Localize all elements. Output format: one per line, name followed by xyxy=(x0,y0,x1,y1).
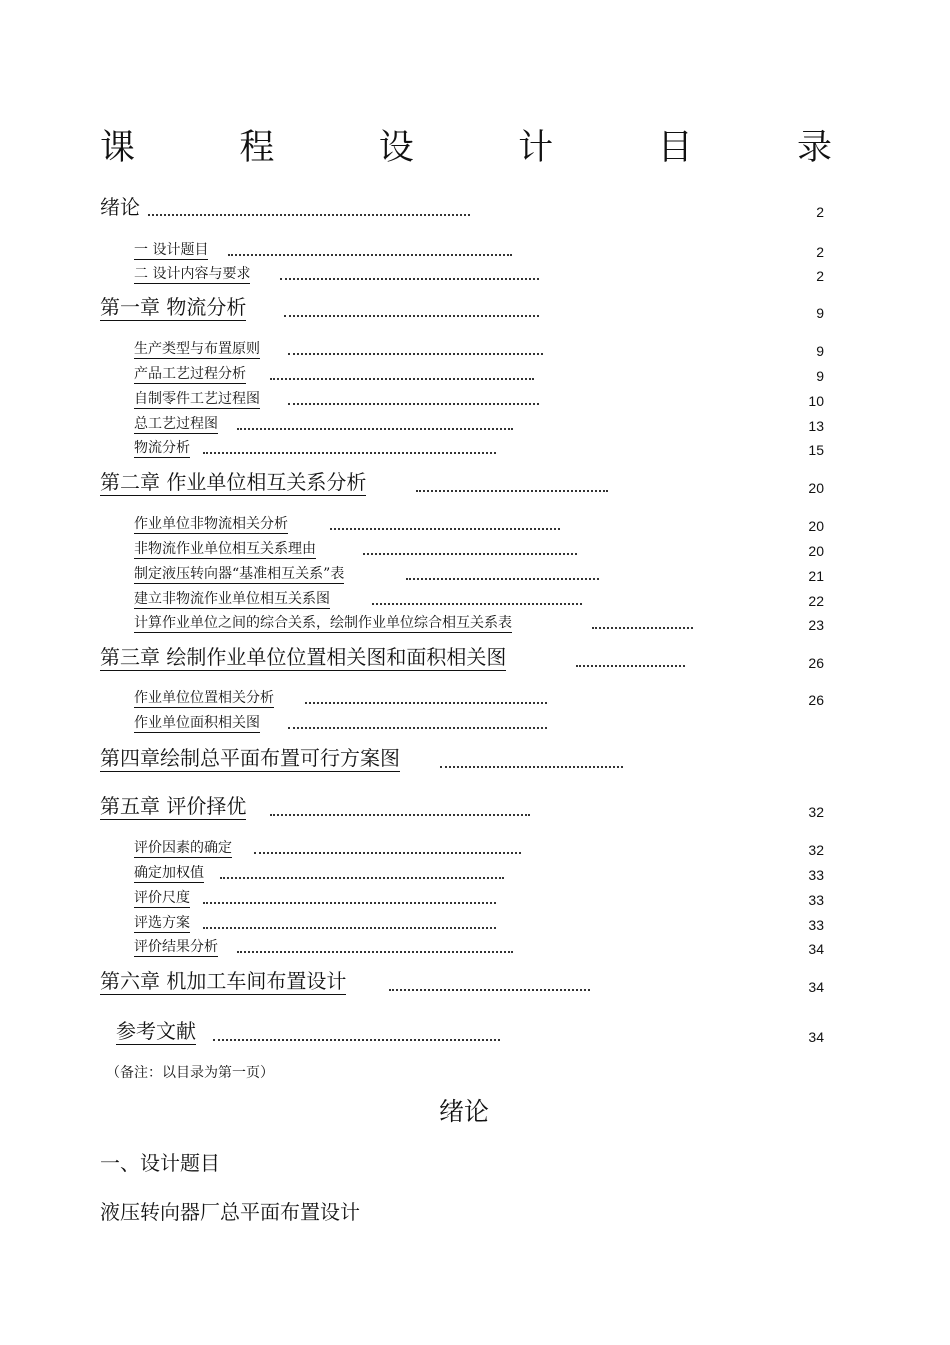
toc-dot-leader xyxy=(237,951,513,953)
toc-entry-label: 物流分析 xyxy=(134,440,190,458)
toc-entry-label: 作业单位面积相关图 xyxy=(134,715,260,733)
toc-page-number: 21 xyxy=(808,568,824,584)
toc-entry[interactable] xyxy=(0,711,950,735)
toc-page-number: 9 xyxy=(816,368,824,384)
toc-page-number: 15 xyxy=(808,442,824,458)
toc-dot-leader xyxy=(440,766,623,768)
toc-entry[interactable] xyxy=(0,935,950,959)
toc-title xyxy=(100,126,832,170)
toc-dot-leader xyxy=(406,578,599,580)
toc-page-number: 23 xyxy=(808,617,824,633)
toc-dot-leader xyxy=(203,452,496,454)
toc-entry-label: 一 设计题目 xyxy=(134,242,208,260)
toc-entry[interactable] xyxy=(0,836,950,860)
toc-page-number: 13 xyxy=(808,418,824,434)
title-char: 课 xyxy=(100,128,136,168)
toc-entry-label: 绪论 xyxy=(100,195,140,219)
toc-entry[interactable] xyxy=(0,886,950,910)
toc-dot-leader xyxy=(280,278,539,280)
toc-page-number: 33 xyxy=(808,867,824,883)
toc-dot-leader xyxy=(148,214,470,216)
toc-page-number: 33 xyxy=(808,892,824,908)
toc-page-number: 22 xyxy=(808,593,824,609)
toc-entry-label: 确定加权值 xyxy=(134,865,204,883)
toc-dot-leader xyxy=(203,902,496,904)
toc-entry-label: 总工艺过程图 xyxy=(134,416,218,434)
toc-page-number: 32 xyxy=(808,842,824,858)
toc-entry-label: 参考文献 xyxy=(116,1019,196,1043)
toc-dot-leader xyxy=(270,814,530,816)
toc-entry-label: 非物流作业单位相互关系理由 xyxy=(134,541,316,559)
toc-dot-leader xyxy=(363,553,577,555)
toc-entry[interactable] xyxy=(0,537,950,561)
footnote: （备注：以目录为第一页） xyxy=(106,1065,274,1081)
toc-entry[interactable] xyxy=(0,512,950,536)
toc-entry[interactable] xyxy=(0,195,950,222)
toc-page-number: 2 xyxy=(816,268,824,284)
toc-entry-label: 第二章 作业单位相互关系分析 xyxy=(100,470,367,494)
toc-page-number: 26 xyxy=(808,692,824,708)
toc-entry[interactable] xyxy=(0,362,950,386)
toc-entry-label: 评价结果分析 xyxy=(134,939,218,957)
toc-page-number: 9 xyxy=(816,343,824,359)
toc-entry-label: 评选方案 xyxy=(134,915,190,933)
toc-entry[interactable] xyxy=(0,911,950,935)
toc-dot-leader xyxy=(213,1039,500,1041)
toc-dot-leader xyxy=(284,315,539,317)
toc-page-number: 20 xyxy=(808,518,824,534)
toc-entry[interactable] xyxy=(0,645,950,673)
toc-entry[interactable] xyxy=(0,337,950,361)
toc-page-number: 32 xyxy=(808,804,824,820)
toc-entry[interactable] xyxy=(0,746,950,774)
toc-entry[interactable] xyxy=(0,587,950,611)
toc-entry[interactable] xyxy=(0,238,950,262)
toc-entry[interactable] xyxy=(0,861,950,885)
toc-page-number: 10 xyxy=(808,393,824,409)
toc-entry[interactable] xyxy=(0,295,950,323)
toc-dot-leader xyxy=(330,528,560,530)
toc-dot-leader xyxy=(372,603,582,605)
toc-entry-label: 作业单位非物流相关分析 xyxy=(134,516,288,534)
toc-page-number: 34 xyxy=(808,941,824,957)
toc-entry-label: 评价尺度 xyxy=(134,890,190,908)
toc-entry-label: 第一章 物流分析 xyxy=(100,295,247,319)
toc-dot-leader xyxy=(203,927,496,929)
title-char: 设 xyxy=(378,128,414,168)
toc-entry[interactable] xyxy=(0,611,950,635)
toc-page-number: 34 xyxy=(808,1029,824,1045)
design-topic-text: 液压转向器厂总平面布置设计 xyxy=(100,1200,360,1224)
toc-page-number: 20 xyxy=(808,480,824,496)
toc-dot-leader xyxy=(576,665,685,667)
toc-dot-leader xyxy=(228,254,512,256)
toc-entry[interactable] xyxy=(0,436,950,460)
toc-entry-label: 第五章 评价择优 xyxy=(100,794,247,818)
toc-entry-label: 作业单位位置相关分析 xyxy=(134,690,274,708)
toc-entry[interactable] xyxy=(0,1019,950,1047)
toc-page-number: 26 xyxy=(808,655,824,671)
toc-page-number: 2 xyxy=(816,204,824,220)
toc-page-number: 9 xyxy=(816,305,824,321)
toc-dot-leader xyxy=(416,490,608,492)
toc-entry[interactable] xyxy=(0,794,950,822)
toc-entry-label: 制定液压转向器“基准相互关系”表 xyxy=(134,566,344,584)
toc-entry-label: 第六章 机加工车间布置设计 xyxy=(100,969,347,993)
toc-page-number: 20 xyxy=(808,543,824,559)
toc-dot-leader xyxy=(237,428,513,430)
toc-dot-leader xyxy=(288,353,543,355)
toc-entry-label: 第三章 绘制作业单位位置相关图和面积相关图 xyxy=(100,645,507,669)
toc-entry[interactable] xyxy=(0,562,950,586)
title-char: 录 xyxy=(796,128,832,168)
title-char: 程 xyxy=(239,128,275,168)
toc-entry[interactable] xyxy=(0,387,950,411)
toc-entry[interactable] xyxy=(0,412,950,436)
toc-dot-leader xyxy=(254,852,521,854)
toc-entry[interactable] xyxy=(0,470,950,498)
toc-entry[interactable] xyxy=(0,686,950,710)
toc-entry-label: 二 设计内容与要求 xyxy=(134,266,250,284)
toc-dot-leader xyxy=(288,403,539,405)
toc-dot-leader xyxy=(288,727,547,729)
toc-entry-label: 建立非物流作业单位相互关系图 xyxy=(134,591,330,609)
toc-entry-label: 生产类型与布置原则 xyxy=(134,341,260,359)
toc-entry[interactable] xyxy=(0,262,950,286)
toc-dot-leader xyxy=(220,877,504,879)
toc-entry-label: 计算作业单位之间的综合关系，绘制作业单位综合相互关系表 xyxy=(134,615,512,633)
toc-entry-label: 自制零件工艺过程图 xyxy=(134,391,260,409)
toc-entry-label: 评价因素的确定 xyxy=(134,840,232,858)
toc-page-number: 33 xyxy=(808,917,824,933)
section-heading-intro: 绪论 xyxy=(438,1097,489,1126)
toc-page-number: 34 xyxy=(808,979,824,995)
title-char: 计 xyxy=(518,128,554,168)
toc-dot-leader xyxy=(305,702,547,704)
title-char: 目 xyxy=(657,128,693,168)
toc-dot-leader xyxy=(592,627,693,629)
toc-page-number: 2 xyxy=(816,244,824,260)
toc-dot-leader xyxy=(389,989,590,991)
toc-entry[interactable] xyxy=(0,969,950,997)
section-heading-design-topic: 一、设计题目 xyxy=(100,1151,220,1175)
toc-dot-leader xyxy=(270,378,534,380)
toc-entry-label: 第四章绘制总平面布置可行方案图 xyxy=(100,746,400,770)
toc-entry-label: 产品工艺过程分析 xyxy=(134,366,246,384)
